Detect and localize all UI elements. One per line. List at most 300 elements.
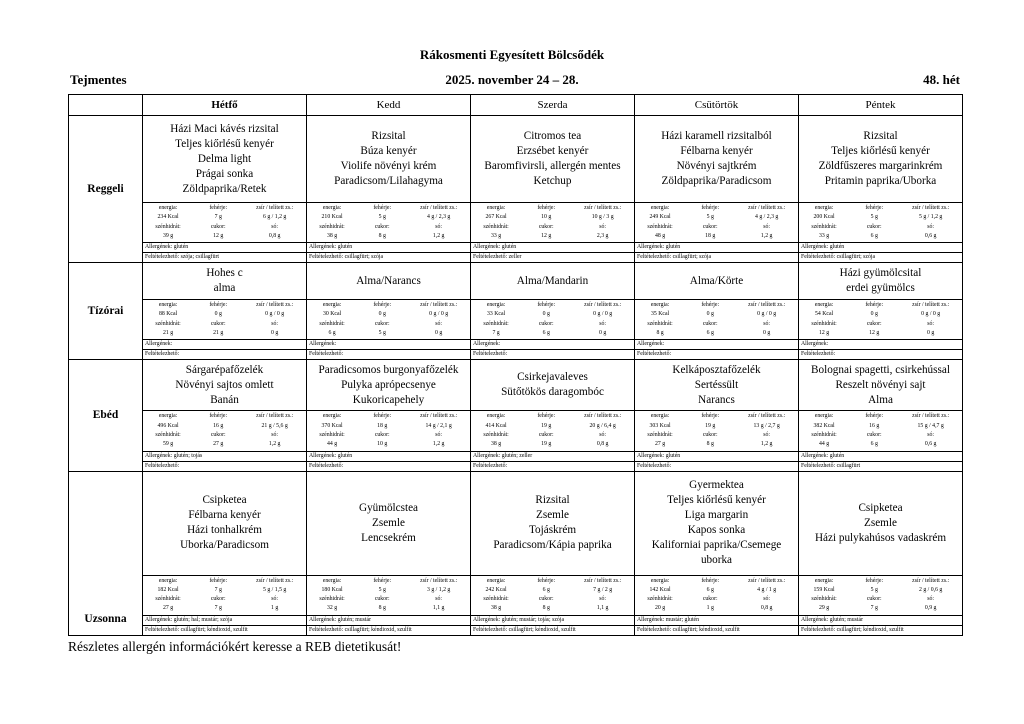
carbs-value: 32 g <box>326 605 338 612</box>
sugar-value: 10 g <box>377 441 388 448</box>
carbs-value: 59 g <box>162 441 174 448</box>
salt-label: só: <box>927 431 935 438</box>
fat-label: zsír / telített zs.: <box>748 302 786 309</box>
energy-value: 35 Kcal <box>650 311 670 318</box>
food-list <box>635 116 798 202</box>
food-list <box>471 263 634 299</box>
protein-value: 5 g <box>870 214 878 221</box>
salt-label: só: <box>599 431 607 438</box>
carbs-label: szénhidrát: <box>647 431 673 438</box>
salt-value: 0,8 g <box>268 232 281 239</box>
fat-label: zsír / telített zs.: <box>584 302 622 309</box>
food-item: Teljes kiőrlésű kenyér <box>831 145 930 157</box>
food-list <box>635 472 798 575</box>
carbs-label: szénhidrát: <box>319 596 345 603</box>
sugar-label: cukor: <box>866 320 882 327</box>
menu-cell-friday <box>799 116 963 263</box>
sugar-label: cukor: <box>702 320 718 327</box>
carbs-value: 29 g <box>818 605 830 612</box>
nutrition-info <box>635 299 798 339</box>
protein-label: fehérje: <box>701 302 720 309</box>
salt-value: 1,2 g <box>760 232 773 239</box>
carbs-value: 7 g <box>492 330 500 337</box>
salt-value: 0,6 g <box>924 441 937 448</box>
menu-cell-thursday <box>635 116 799 263</box>
menu-cell-wednesday <box>471 471 635 635</box>
food-item: Delma light <box>197 152 252 165</box>
fat-value: 6 g / 1,2 g <box>262 214 287 221</box>
nutrition-info <box>471 575 634 615</box>
carbs-label: szénhidrát: <box>483 320 509 327</box>
food-item: Házi Maci kávés rizsital <box>170 122 279 135</box>
energy-label: energia: <box>158 577 178 584</box>
possible-allergens-line: Feltételezhető: <box>635 349 798 359</box>
protein-value: 19 g <box>541 422 552 429</box>
salt-value: 0 g <box>271 330 279 337</box>
food-item: Teljes kiőrlésű kenyér <box>175 137 274 150</box>
nutrition-info <box>799 575 962 615</box>
protein-label: fehérje: <box>373 577 392 584</box>
food-item: Banán <box>210 393 239 406</box>
possible-allergens-line: Feltételezhető: <box>307 461 470 471</box>
food-item: Gyermektea <box>689 479 744 492</box>
protein-value: 0 g <box>542 311 550 318</box>
salt-label: só: <box>271 320 279 327</box>
week-number: 48. hét <box>923 72 960 87</box>
food-item: Rizsital <box>535 494 570 507</box>
food-item: Kukoricapehely <box>352 393 425 406</box>
nutrition-info <box>471 410 634 450</box>
sugar-value: 12 g <box>869 330 880 337</box>
menu-cell-thursday <box>635 263 799 360</box>
nutrition-info <box>471 299 634 339</box>
menu-cell-monday <box>143 116 307 263</box>
energy-label: energia: <box>814 302 834 309</box>
allergens-line: Allergének: glutén; mustár; tojás; szója <box>471 615 634 625</box>
allergens-line: Allergének: glutén; mustár <box>307 615 470 625</box>
day-header-friday: Péntek <box>799 95 963 116</box>
food-list <box>471 116 634 202</box>
nutrition-info <box>143 202 306 242</box>
carbs-value: 27 g <box>654 441 666 448</box>
sugar-value: 12 g <box>213 232 224 239</box>
fat-value: 4 g / 2,3 g <box>754 214 779 221</box>
day-header-tuesday: Kedd <box>307 95 471 116</box>
possible-allergens-line: Feltételezhető: zeller <box>471 252 634 262</box>
carbs-value: 38 g <box>490 441 502 448</box>
sugar-label: cukor: <box>538 320 554 327</box>
protein-label: fehérje: <box>865 577 884 584</box>
salt-value: 0,8 g <box>596 441 609 448</box>
salt-value: 0 g <box>435 330 443 337</box>
food-item: Pulyka aprópecsenye <box>341 378 436 391</box>
sugar-value: 18 g <box>705 232 716 239</box>
food-item: Házi pulykahúsos vadaskrém <box>814 531 947 544</box>
salt-value: 0 g <box>763 330 771 337</box>
nutrition-info <box>635 575 798 615</box>
energy-value: 267 Kcal <box>485 214 507 221</box>
energy-label: energia: <box>486 302 506 309</box>
protein-value: 0 g <box>870 311 878 318</box>
possible-allergens-line: Feltételezhető: <box>143 349 306 359</box>
salt-label: só: <box>435 223 443 230</box>
fat-value: 21 g / 5,6 g <box>261 422 288 429</box>
carbs-label: szénhidrát: <box>647 596 673 603</box>
food-item: Zöldpaprika/Retek <box>182 182 267 195</box>
salt-label: só: <box>435 431 443 438</box>
fat-label: zsír / telített zs.: <box>420 302 458 309</box>
protein-label: fehérje: <box>209 302 228 309</box>
sugar-label: cukor: <box>374 431 390 438</box>
sugar-value: 8 g <box>378 232 386 239</box>
allergens-line: Allergének: mustár; glutén <box>635 615 798 625</box>
nutrition-info <box>799 202 962 242</box>
fat-label: zsír / telített zs.: <box>748 413 786 420</box>
salt-label: só: <box>271 223 279 230</box>
salt-value: 0,6 g <box>924 232 937 239</box>
possible-allergens-line: Feltételezhető: csillagfürt; kéndioxid, szulfit <box>471 625 634 635</box>
protein-label: fehérje: <box>209 413 228 420</box>
food-item: Növényi sajtos omlett <box>175 378 274 391</box>
energy-value: 30 Kcal <box>322 311 342 318</box>
food-item: Narancs <box>698 393 735 406</box>
salt-value: 1,1 g <box>432 605 445 612</box>
energy-label: energia: <box>486 577 506 584</box>
salt-value: 1,2 g <box>268 441 281 448</box>
fat-label: zsír / telített zs.: <box>420 205 458 211</box>
carbs-value: 44 g <box>326 441 338 448</box>
fat-value: 0 g / 0 g <box>429 311 449 318</box>
fat-value: 2 g / 0,6 g <box>918 586 943 593</box>
fat-value: 0 g / 0 g <box>757 311 777 318</box>
food-item: Csirkejavaleves <box>517 371 588 384</box>
salt-label: só: <box>271 431 279 438</box>
sugar-value: 7 g <box>214 605 222 612</box>
energy-label: energia: <box>650 413 670 420</box>
allergens-line: Allergének: glutén <box>635 242 798 252</box>
possible-allergens-line: Feltételezhető: csillagfürt <box>799 461 962 471</box>
salt-label: só: <box>763 223 771 230</box>
protein-label: fehérje: <box>373 205 392 211</box>
carbs-value: 12 g <box>818 330 830 337</box>
energy-label: energia: <box>158 302 178 309</box>
possible-allergens-line: Feltételezhető: <box>471 461 634 471</box>
salt-value: 0,8 g <box>760 605 773 612</box>
fat-value: 0 g / 0 g <box>265 311 285 318</box>
food-item: Alma/Körte <box>689 274 744 287</box>
protein-value: 7 g <box>214 214 222 221</box>
sugar-value: 1 g <box>706 605 714 612</box>
food-item: Pritamin paprika/Uborka <box>824 175 937 187</box>
meal-row <box>69 116 963 263</box>
nutrition-info <box>307 202 470 242</box>
food-list <box>799 360 962 410</box>
sugar-label: cukor: <box>866 596 882 603</box>
food-list <box>143 472 306 575</box>
protein-value: 0 g <box>706 311 714 318</box>
food-list <box>307 116 470 202</box>
energy-value: 88 Kcal <box>158 311 178 318</box>
allergens-line: Allergének: <box>799 339 962 349</box>
food-list <box>307 360 470 410</box>
fat-value: 3 g / 1,2 g <box>426 586 451 593</box>
sugar-label: cukor: <box>210 223 226 230</box>
food-item: Növényi sajtkrém <box>676 160 757 172</box>
carbs-label: szénhidrát: <box>155 320 181 327</box>
energy-value: 249 Kcal <box>649 214 671 221</box>
sugar-value: 6 g <box>542 330 550 337</box>
sugar-value: 21 g <box>213 330 224 337</box>
allergens-line: Allergének: glutén; tojás <box>143 451 306 461</box>
fat-label: zsír / telített zs.: <box>912 577 950 584</box>
salt-label: só: <box>763 596 771 603</box>
food-item: Házi karamell rizsitalból <box>661 130 772 142</box>
fat-value: 10 g / 3 g <box>591 214 614 221</box>
menu-cell-wednesday <box>471 116 635 263</box>
menu-cell-monday <box>143 360 307 471</box>
energy-label: energia: <box>814 577 834 584</box>
carbs-label: szénhidrát: <box>319 320 345 327</box>
salt-label: só: <box>763 431 771 438</box>
carbs-label: szénhidrát: <box>811 596 837 603</box>
carbs-label: szénhidrát: <box>811 320 837 327</box>
sugar-label: cukor: <box>702 223 718 230</box>
carbs-value: 6 g <box>328 330 336 337</box>
fat-label: zsír / telített zs.: <box>748 205 786 211</box>
day-header-thursday: Csütörtök <box>635 95 799 116</box>
food-item: Zsemle <box>864 516 897 529</box>
protein-value: 5 g <box>378 586 386 593</box>
food-item: Házi gyümölcsital <box>839 267 922 280</box>
food-list <box>799 116 962 202</box>
possible-allergens-line: Feltételezhető: csillagfürt; szója <box>635 252 798 262</box>
menu-cell-tuesday <box>307 263 471 360</box>
energy-label: energia: <box>322 413 342 420</box>
carbs-value: 20 g <box>654 605 666 612</box>
nutrition-info <box>143 410 306 450</box>
food-item: Sertéssült <box>694 378 739 391</box>
energy-value: 200 Kcal <box>813 214 835 221</box>
allergens-line: Allergének: <box>635 339 798 349</box>
food-item: Félbarna kenyér <box>680 145 753 157</box>
food-item: Uborka/Paradicsom <box>180 539 269 552</box>
protein-label: fehérje: <box>701 205 720 211</box>
fat-label: zsír / telített zs.: <box>912 413 950 420</box>
allergens-line: Allergének: glutén <box>635 451 798 461</box>
protein-value: 5 g <box>706 214 714 221</box>
food-item: Zsemle <box>372 516 405 529</box>
energy-label: energia: <box>650 302 670 309</box>
fat-value: 0 g / 0 g <box>593 311 613 318</box>
sugar-label: cukor: <box>538 596 554 603</box>
possible-allergens-line: Feltételezhető: csillagfürt; kéndioxid, szulfit <box>799 625 962 635</box>
food-item: Baromfivirsli, allergén mentes <box>484 160 621 172</box>
carbs-label: szénhidrát: <box>647 320 673 327</box>
food-item: Zöldfűszeres margarinkrém <box>818 160 943 172</box>
food-item: Csipketea <box>858 501 903 514</box>
possible-allergens-line: Feltételezhető: csillagfürt; kéndioxid, szulfit <box>307 625 470 635</box>
carbs-value: 48 g <box>654 232 666 239</box>
food-list <box>471 360 634 410</box>
menu-cell-friday <box>799 471 963 635</box>
sugar-label: cukor: <box>702 596 718 603</box>
menu-cell-thursday <box>635 360 799 471</box>
food-item: Kelkáposztafőzelék <box>672 363 761 376</box>
fat-label: zsír / telített zs.: <box>256 302 294 309</box>
sugar-label: cukor: <box>374 596 390 603</box>
salt-value: 1,2 g <box>432 441 445 448</box>
nutrition-info <box>635 202 798 242</box>
date-range: 2025. november 24 – 28. <box>445 72 579 87</box>
sugar-value: 8 g <box>378 605 386 612</box>
food-item: Alma/Mandarin <box>516 274 589 287</box>
fat-value: 5 g / 1,5 g <box>262 586 287 593</box>
protein-value: 16 g <box>213 422 224 429</box>
protein-label: fehérje: <box>865 205 884 211</box>
energy-value: 242 Kcal <box>485 586 507 593</box>
energy-value: 414 Kcal <box>485 422 507 429</box>
salt-label: só: <box>435 320 443 327</box>
food-list <box>799 472 962 575</box>
fat-value: 5 g / 1,2 g <box>918 214 943 221</box>
nutrition-info <box>799 299 962 339</box>
allergen-note: Részletes allergén információkért keresse a REB dietetikusát! <box>68 639 402 654</box>
meal-row <box>69 360 963 471</box>
protein-label: fehérje: <box>865 302 884 309</box>
salt-label: só: <box>927 320 935 327</box>
fat-label: zsír / telített zs.: <box>912 205 950 211</box>
protein-value: 16 g <box>869 422 880 429</box>
weekly-menu-table <box>68 94 963 636</box>
salt-value: 0 g <box>599 330 607 337</box>
protein-label: fehérje: <box>209 577 228 584</box>
protein-value: 10 g <box>541 214 552 221</box>
nutrition-info <box>471 202 634 242</box>
energy-value: 382 Kcal <box>813 422 835 429</box>
carbs-value: 38 g <box>326 232 338 239</box>
protein-label: fehérje: <box>701 577 720 584</box>
menu-cell-thursday <box>635 471 799 635</box>
fat-value: 4 g / 1 g <box>757 586 777 593</box>
fat-value: 14 g / 2,1 g <box>425 422 452 429</box>
salt-label: só: <box>927 223 935 230</box>
salt-label: só: <box>763 320 771 327</box>
food-item: Rizsital <box>863 130 898 142</box>
protein-label: fehérje: <box>373 413 392 420</box>
fat-label: zsír / telített zs.: <box>584 205 622 211</box>
menu-cell-friday <box>799 360 963 471</box>
protein-value: 18 g <box>377 422 388 429</box>
possible-allergens-line: Feltételezhető: csillagfürt; kéndioxid, szulfit <box>143 625 306 635</box>
food-item: Kapos sonka <box>687 524 746 537</box>
food-item: Zöldpaprika/Paradicsom <box>661 175 772 187</box>
fat-label: zsír / telített zs.: <box>912 302 950 309</box>
possible-allergens-line: Feltételezhető: <box>307 349 470 359</box>
sugar-label: cukor: <box>210 320 226 327</box>
possible-allergens-line: Feltételezhető: <box>635 461 798 471</box>
nutrition-info <box>307 299 470 339</box>
energy-label: energia: <box>322 205 342 211</box>
energy-label: energia: <box>650 205 670 211</box>
fat-label: zsír / telített zs.: <box>584 413 622 420</box>
carbs-value: 21 g <box>162 330 174 337</box>
menu-cell-wednesday <box>471 263 635 360</box>
allergens-line: Allergének: glutén <box>471 242 634 252</box>
energy-label: energia: <box>650 577 670 584</box>
fat-value: 15 g / 4,7 g <box>917 422 944 429</box>
carbs-label: szénhidrát: <box>483 596 509 603</box>
carbs-label: szénhidrát: <box>647 223 673 230</box>
fat-label: zsír / telített zs.: <box>420 577 458 584</box>
allergens-line: Allergének: glutén <box>307 242 470 252</box>
energy-value: 303 Kcal <box>649 422 671 429</box>
food-list <box>471 472 634 575</box>
sugar-value: 12 g <box>541 232 552 239</box>
food-item: Teljes kiőrlésű kenyér <box>667 494 766 507</box>
diet-type: Tejmentes <box>70 72 127 87</box>
food-item: Liga margarin <box>684 509 749 522</box>
food-item: Sütőtökös daragombóc <box>501 386 604 399</box>
corner-cell <box>69 95 143 116</box>
fat-label: zsír / telített zs.: <box>256 413 294 420</box>
meal-row <box>69 263 963 360</box>
allergens-line: Allergének: glutén; zeller <box>471 451 634 461</box>
fat-value: 20 g / 6,4 g <box>589 422 616 429</box>
sugar-label: cukor: <box>210 431 226 438</box>
energy-label: energia: <box>486 205 506 211</box>
food-list <box>307 472 470 575</box>
sugar-value: 27 g <box>213 441 224 448</box>
sugar-label: cukor: <box>866 223 882 230</box>
food-item: Ketchup <box>533 175 572 187</box>
protein-label: fehérje: <box>537 413 556 420</box>
energy-label: energia: <box>158 205 178 211</box>
fat-label: zsír / telített zs.: <box>256 205 294 211</box>
salt-value: 1,2 g <box>432 232 445 239</box>
energy-label: energia: <box>486 413 506 420</box>
energy-value: 182 Kcal <box>157 586 179 593</box>
carbs-label: szénhidrát: <box>319 431 345 438</box>
salt-value: 1,1 g <box>596 605 609 612</box>
food-item: Violife növényi krém <box>340 160 437 172</box>
food-item: Paradicsom/Lilahagyma <box>334 175 443 187</box>
food-item: Bolognai spagetti, csirkehússal <box>811 363 950 376</box>
allergens-line: Allergének: glutén <box>799 242 962 252</box>
fat-value: 4 g / 2,3 g <box>426 214 451 221</box>
salt-label: só: <box>435 596 443 603</box>
carbs-label: szénhidrát: <box>483 431 509 438</box>
energy-value: 210 Kcal <box>321 214 343 221</box>
food-item: Rizsital <box>371 130 406 142</box>
food-list <box>635 360 798 410</box>
salt-label: só: <box>599 223 607 230</box>
protein-label: fehérje: <box>865 413 884 420</box>
energy-value: 180 Kcal <box>321 586 343 593</box>
food-item: Zsemle <box>536 509 569 522</box>
energy-value: 54 Kcal <box>814 311 834 318</box>
carbs-value: 38 g <box>490 605 502 612</box>
carbs-label: szénhidrát: <box>155 223 181 230</box>
carbs-label: szénhidrát: <box>811 431 837 438</box>
protein-label: fehérje: <box>537 302 556 309</box>
allergens-line: Allergének: glutén; hal; mustár; szója <box>143 615 306 625</box>
fat-value: 0 g / 0 g <box>921 311 941 318</box>
protein-label: fehérje: <box>209 205 228 211</box>
food-item: Kaliforniai paprika/Csemege <box>651 539 782 552</box>
energy-label: energia: <box>814 205 834 211</box>
menu-cell-monday <box>143 471 307 635</box>
menu-cell-friday <box>799 263 963 360</box>
